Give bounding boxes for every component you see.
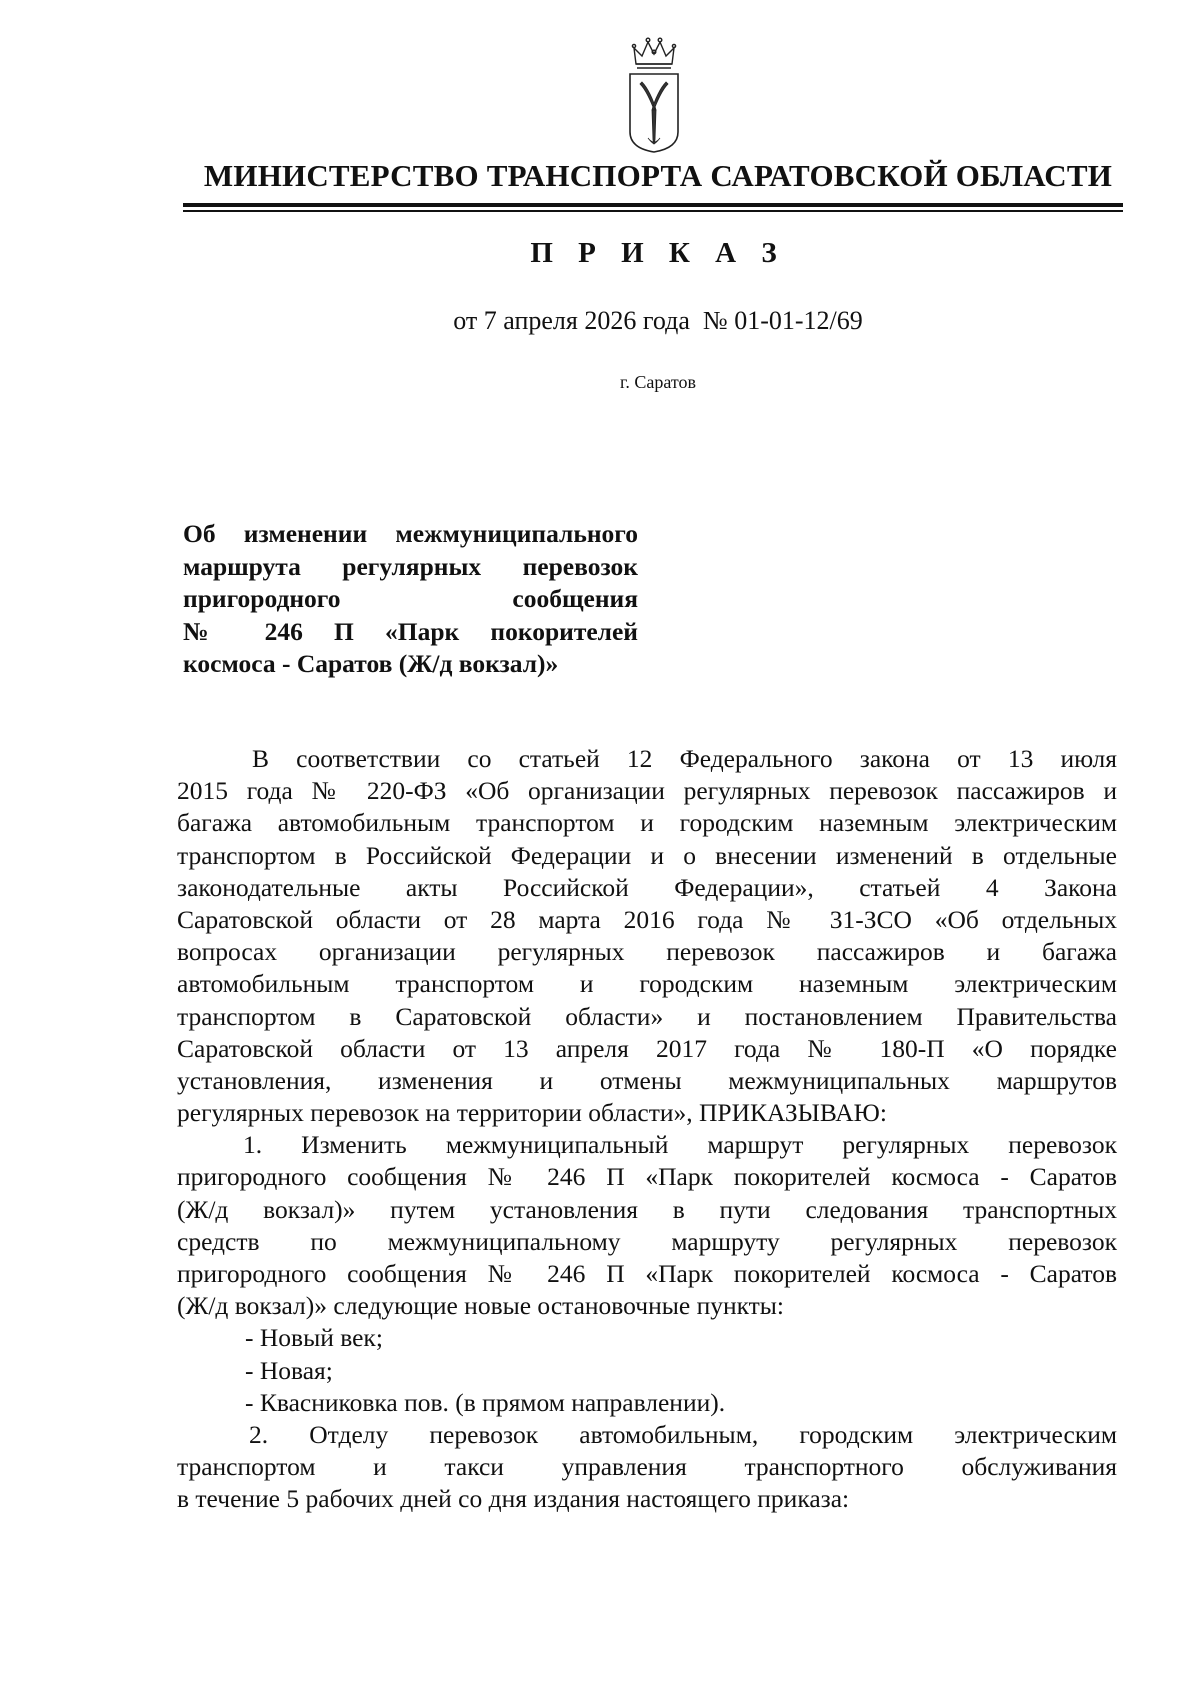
subject-line: № 246 П «Парк покорителей	[183, 616, 638, 646]
body-line: средств по межмуниципальному маршруту регулярных перевозок	[177, 1226, 1117, 1256]
body-line: 1. Изменить межмуниципальный маршрут регулярных перевозок	[243, 1130, 1117, 1160]
body-line: (Ж/д вокзал)» путем установления в пути следования транспортных	[177, 1194, 1117, 1224]
stop-list-item: - Новая;	[245, 1355, 333, 1385]
ministry-name: МИНИСТЕРСТВО ТРАНСПОРТА САРАТОВСКОЙ ОБЛАСТИ	[203, 158, 1113, 193]
document-type: П Р И К А З	[530, 237, 786, 269]
document-city: г. Саратов	[620, 372, 696, 392]
body-line: пригородного сообщения № 246 П «Парк покорителей космоса - Саратов	[177, 1162, 1117, 1192]
body-line: пригородного сообщения № 246 П «Парк покорителей космоса - Саратов	[177, 1259, 1117, 1288]
body-line: Саратовской области от 28 марта 2016 года № 31-ЗСО «Об отдельных	[177, 904, 1117, 934]
document-subject	[183, 518, 638, 681]
body-line: 2015 года № 220-ФЗ «Об организации регулярных перевозок пассажиров и	[177, 776, 1117, 806]
stop-list-item: - Новый век;	[245, 1323, 383, 1353]
subject-line: Об изменении межмуниципального	[183, 519, 638, 548]
body-line: транспортом и такси управления транспортного обслуживания	[177, 1452, 1117, 1482]
subject-line: пригородного сообщения	[183, 584, 638, 613]
body-line: в течение 5 рабочих дней со дня издания настоящего приказа:	[177, 1484, 850, 1514]
body-line: автомобильным транспортом и городским наземным электрическим	[177, 969, 1117, 999]
body-line: (Ж/д вокзал)» следующие новые остановочные пункты:	[177, 1291, 785, 1321]
saratov-coat-of-arms-icon	[624, 34, 684, 154]
header-rule-thin	[183, 210, 1123, 212]
document-date-number: от 7 апреля 2026 года № 01-01-12/69	[453, 306, 863, 335]
body-line: вопросах организации регулярных перевозок пассажиров и багажа	[177, 937, 1117, 967]
body-line: Саратовской области от 13 апреля 2017 года № 180-П «О порядке	[177, 1033, 1117, 1063]
body-line: законодательные акты Российской Федерации», статьей 4 Закона	[177, 872, 1117, 902]
subject-line: космоса - Саратов (Ж/д вокзал)»	[183, 649, 559, 678]
body-line: В соответствии со статьей 12 Федерального закона от 13 июля	[252, 744, 1117, 773]
body-line: регулярных перевозок на территории области», ПРИКАЗЫВАЮ:	[177, 1098, 887, 1128]
body-line: установления, изменения и отмены межмуниципальных маршрутов	[177, 1065, 1117, 1095]
document-body	[177, 743, 1117, 1516]
stop-list-item: - Квасниковка пов. (в прямом направлении).	[245, 1387, 726, 1417]
subject-line: маршрута регулярных перевозок	[183, 551, 638, 581]
body-line: багажа автомобильным транспортом и городским наземным электрическим	[177, 808, 1117, 838]
body-line: транспортом в Саратовской области» и постановлением Правительства	[177, 1001, 1117, 1031]
body-line: 2. Отделу перевозок автомобильным, городским электрическим	[249, 1419, 1117, 1449]
header-rule-thick	[183, 203, 1123, 207]
body-line: транспортом в Российской Федерации и о внесении изменений в отдельные	[177, 840, 1117, 870]
